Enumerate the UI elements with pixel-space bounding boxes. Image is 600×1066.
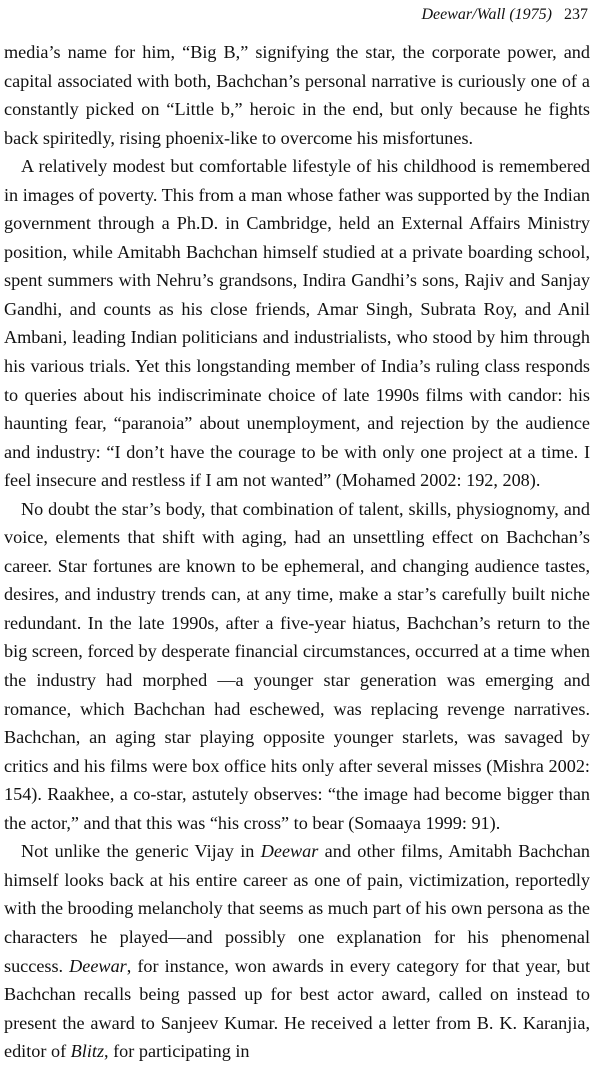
text-run: media’s name for him, “Big B,” signifying the star, the corporate power, and capital associated with both, Bachchan’s personal narrative is curiously one of a constantly picked on “Little b,” heroic in the end, but only because he fights back spiritedly, rising phoenix-like to overcome his misfortunes.: [4, 42, 590, 148]
running-head: [421, 0, 588, 30]
body-text: [4, 38, 590, 1066]
film-title-italic: Deewar: [260, 841, 319, 862]
film-title-italic: Deewar: [69, 955, 127, 976]
text-run: and other films, Amitabh Bachchan himself looks back at his entire career as one of pain, victimization, reportedly with the brooding melancholy that seems as much part of his own persona as the characters he played—and possibly one explanation for his phenomenal success.: [4, 841, 590, 976]
text-run: No doubt the star’s body, that combination of talent, skills, physiognomy, and voice, elements that shift with aging, had an unsettling effect on Bachchan’s career. Star fortunes are known to be ephemeral, and changing audience tastes, desires, and industry trends can, at any time, make a star’s carefully built niche redundant. In the late 1990s, after a five-year hiatus, Bachchan’s return to the big screen, forced by desperate financial circumstances, occurred at a time when the industry had morphed —a younger star generation was emerging and romance, which Bachchan had eschewed, was replacing revenge narratives. Bachchan, an aging star playing opposite younger starlets, was savaged by critics and his films were box office hits only after several misses (Mishra 2002: 154). Raakhee, a co-star, astutely observes: “the image had become bigger than the actor,” and that this was “his cross” to bear (Somaaya 1999: 91).: [4, 498, 590, 833]
text-run: , for instance, won awards in every category for that year, but Bachchan recalls being passed up for best actor award, called on instead to present the award to Sanjeev Kumar. He received a letter from B. K. Karanjia, editor of: [4, 955, 591, 1062]
page-number: 237: [564, 6, 588, 23]
paragraph-3: [4, 495, 590, 838]
magazine-title-italic: Blitz: [70, 1041, 105, 1062]
text-run: A relatively modest but comfortable lifestyle of his childhood is remembered in images of poverty. This from a man whose father was supported by the Indian government through a Ph.D. in Cambridge, held an External Affairs Ministry position, while Amitabh Bachchan himself studied at a private boarding school, spent summers with Nehru’s grandsons, Indira Gandhi’s sons, Rajiv and Sanjay Gandhi, and counts as his close friends, Amar Singh, Subrata Roy, and Anil Ambani, leading Indian politicians and industrialists, who stood by him through his various trials. Yet this longstanding member of India’s ruling class responds to queries about his indiscriminate choice of late 1990s films with candor: his haunting fear, “paranoia” about unemployment, and rejection by the audience and industry: “I don’t have the courage to be with only one project at a time. I feel insecure and restless if I am not wanted” (Mohamed 2002: 192, 208).: [4, 156, 590, 491]
paragraph-1: [4, 38, 590, 152]
running-head-title: Deewar/Wall (1975): [421, 6, 552, 23]
paragraph-4: [4, 837, 590, 1065]
text-run: Not unlike the generic Vijay in: [21, 841, 261, 862]
text-run: , for participating in: [104, 1041, 250, 1062]
paragraph-2: [4, 152, 590, 495]
